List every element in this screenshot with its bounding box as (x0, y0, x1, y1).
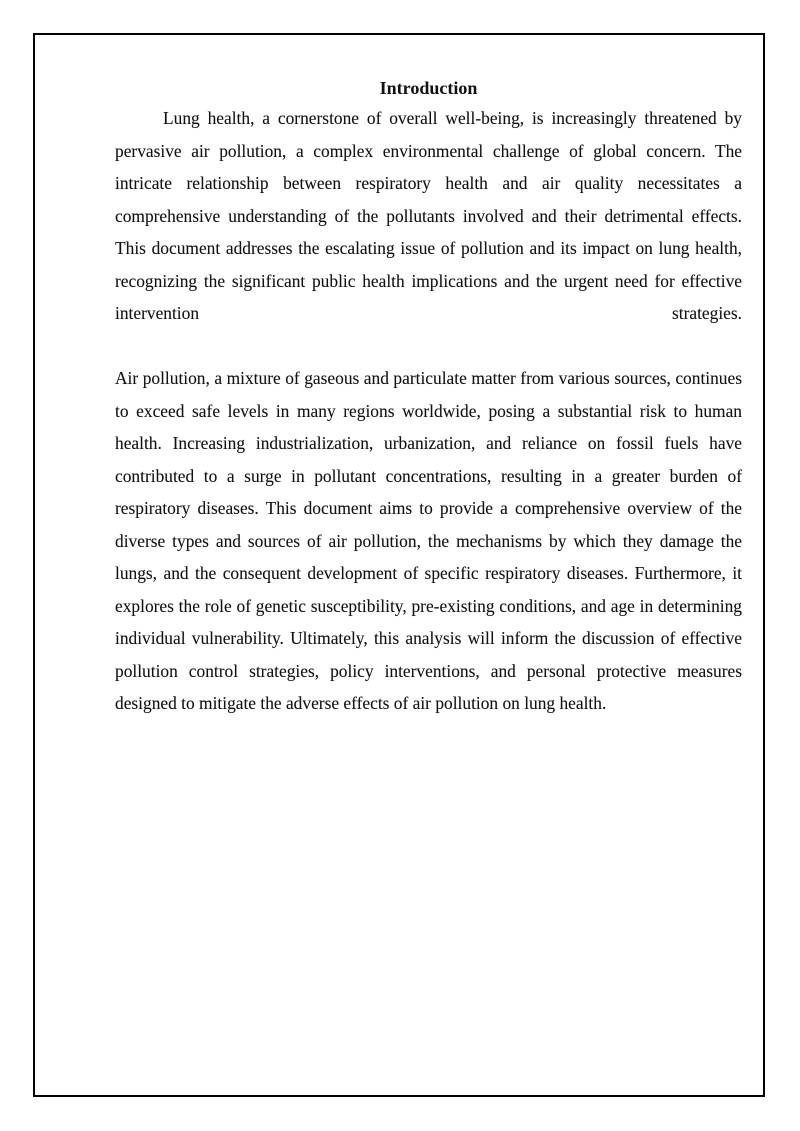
paragraph-gap (115, 330, 742, 363)
document-body (115, 76, 742, 720)
paragraph-overview: Air pollution, a mixture of gaseous and particulate matter from various sources, continues to exceed safe levels in many regions worldwide, posing a substantial risk to human health. Increasing industrialization, urbanization, and reliance on fossil fuels have contributed to a surge in pollutant concentrations, resulting in a greater burden of respiratory diseases. This document aims to provide a comprehensive overview of the diverse types and sources of air pollution, the mechanisms by which they damage the lungs, and the consequent development of specific respiratory diseases. Furthermore, it explores the role of genetic susceptibility, pre-existing conditions, and age in determining individual vulnerability. Ultimately, this analysis will inform the discussion of effective pollution control strategies, policy interventions, and personal protective measures designed to mitigate the adverse effects of air pollution on lung health. (115, 368, 742, 713)
document-title: Introduction (379, 78, 478, 98)
paragraph-intro: Lung health, a cornerstone of overall well-being, is increasingly threatened by pervasive air pollution, a complex environmental challenge of global concern. The intricate relationship between respiratory health and air quality necessitates a comprehensive understanding of the pollutants involved and their detrimental effects. This document addresses the escalating issue of pollution and its impact on lung health, recognizing the significant public health implications and the urgent need for effective intervention strategies. (115, 108, 742, 323)
